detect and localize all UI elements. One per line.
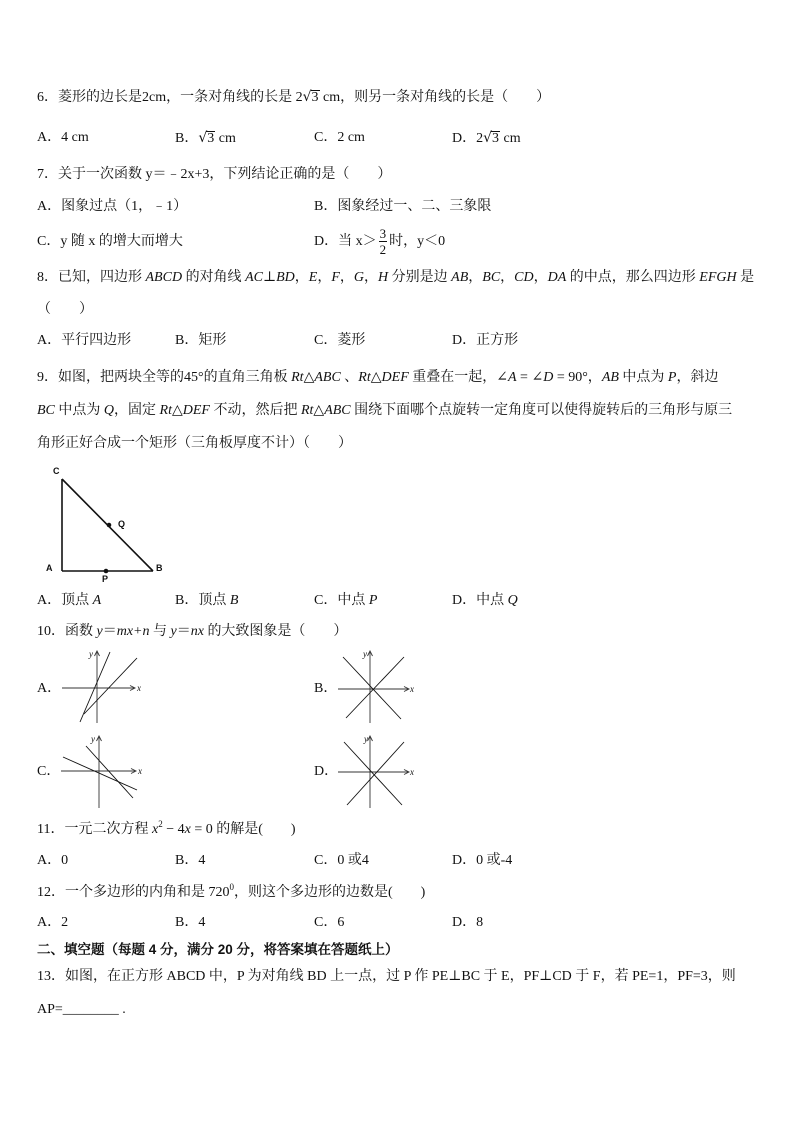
q11-option-b: [175, 851, 205, 871]
q13-answer-blank: ________: [62, 1002, 119, 1017]
math-italic: DA: [547, 270, 567, 285]
q11-stem: [37, 820, 296, 840]
text-run: C．菱形: [314, 333, 366, 348]
math-italic: EFGH: [699, 270, 737, 285]
math-italic: Q: [507, 593, 518, 608]
q6-option-a: [37, 128, 89, 148]
text-run: = ∠: [516, 370, 544, 385]
square-root: [303, 87, 320, 108]
text-run: ，: [294, 270, 309, 285]
math-italic: D: [543, 370, 554, 385]
text-run: 11．一元二次方程: [37, 822, 152, 837]
q7-option-d: [314, 226, 446, 258]
vertex-b-label: B: [156, 563, 163, 573]
math-italic: AC: [245, 270, 263, 285]
math-italic: ABC: [314, 370, 341, 385]
text-run: ，: [468, 270, 483, 285]
text-run: ＝: [176, 624, 191, 639]
q11-option-d: [452, 851, 512, 871]
text-run: A．平行四边形: [37, 333, 132, 348]
q8-stem-line-2: [37, 300, 93, 320]
text-run: − 4: [162, 822, 185, 837]
q9-option-b: [175, 591, 238, 611]
math-italic: P: [368, 593, 378, 608]
q9-option-a: [37, 591, 101, 611]
q9-triangle-figure: [40, 462, 170, 587]
math-italic: Q: [103, 403, 115, 418]
radicand: 3: [311, 90, 319, 105]
point-p-dot: [104, 569, 109, 574]
math-italic: B: [229, 593, 239, 608]
y-axis-label: y: [363, 649, 367, 659]
numerator: 3: [379, 226, 387, 242]
q9-option-c: [314, 591, 377, 611]
q13-answer-suffix: .: [118, 1002, 126, 1017]
text-run: D．正方形: [452, 333, 519, 348]
text-run: 时，y＜0: [389, 234, 446, 249]
y-axis-label: y: [364, 734, 368, 744]
q8-option-d: [452, 331, 518, 351]
q10-option-d-label: D．: [314, 764, 339, 779]
text-run: 10．函数: [37, 624, 97, 639]
text-run: 12．一个多边形的内角和是 720: [37, 885, 230, 900]
square-root: [483, 128, 500, 149]
vertex-c-label: C: [53, 466, 60, 476]
point-p-label: P: [102, 574, 109, 584]
text-run: 围绕下面哪个点旋转一定角度可以使得旋转后的三角形与原三: [350, 403, 733, 418]
text-run: A．2: [37, 915, 69, 930]
text-run: 与: [149, 624, 171, 639]
math-italic: AB: [451, 270, 469, 285]
y-axis-label: y: [91, 734, 95, 744]
text-run: ，: [364, 270, 379, 285]
text-run: D．8: [452, 915, 484, 930]
math-italic: DEF: [182, 403, 210, 418]
text-run: cm: [215, 131, 236, 146]
text-run: △: [313, 403, 325, 418]
q9-stem-line-2: [37, 401, 732, 421]
text-run: （ ）: [37, 302, 93, 317]
q10-option-b-graph: [334, 645, 424, 727]
q7-option-c: [37, 232, 183, 252]
q9-stem-line-1: [37, 368, 718, 388]
radical-sign: √: [483, 130, 493, 146]
text-run: 、: [340, 370, 359, 385]
math-italic: H: [378, 270, 389, 285]
math-italic: ABCD: [145, 270, 183, 285]
text-run: ，: [317, 270, 332, 285]
x-axis-label: x: [410, 684, 414, 694]
text-run: 中点为: [618, 370, 668, 385]
text-run: D．2: [452, 131, 484, 146]
math-italic: y: [170, 624, 177, 639]
superscript: 0: [229, 882, 234, 892]
x-axis-label: x: [410, 767, 414, 777]
q12-option-b: [175, 913, 205, 933]
q12-option-c: [314, 913, 344, 933]
text-run: C．0 或4: [314, 853, 369, 868]
text-run: B．4: [175, 915, 206, 930]
text-run: B．顶点: [175, 593, 230, 608]
q10-option-c-label: C．: [37, 764, 61, 779]
text-run: B．4: [175, 853, 206, 868]
q6-option-c: [314, 128, 365, 148]
radicand: 3: [207, 131, 215, 146]
q7-option-a: [37, 197, 187, 217]
q11-option-a: [37, 851, 68, 871]
graph-line-1: [344, 742, 402, 805]
text-run: ＝: [102, 624, 117, 639]
math-italic: E: [308, 270, 318, 285]
math-italic: BD: [276, 270, 295, 285]
text-run: B．矩形: [175, 333, 227, 348]
text-run: △: [303, 370, 315, 385]
math-italic: ABC: [324, 403, 351, 418]
text-run: ，斜边: [676, 370, 719, 385]
math-italic: A: [92, 593, 102, 608]
math-italic: y: [96, 624, 103, 639]
text-run: cm，则另一条对角线的长是（ ）: [319, 90, 551, 105]
text-run: 角形正好合成一个矩形（三角板厚度不计）（ ）: [37, 436, 352, 451]
text-run: 7．关于一次函数 y＝﹣2x+3，下列结论正确的是（ ）: [37, 167, 392, 182]
text-run: 的中点，那么四边形: [566, 270, 700, 285]
math-italic: mx+n: [116, 624, 150, 639]
q13-stem-line-1: 13．如图，在正方形 ABCD 中，P 为对角线 BD 上一点，过 P 作 PE⊥BC 于 E，PF⊥CD 于 F，若 PE=1，PF=3，则: [37, 969, 736, 984]
graph-line-2: [347, 742, 404, 805]
text-run: 分别是边: [388, 270, 452, 285]
text-run: 重叠在一起，∠: [408, 370, 508, 385]
math-italic: x: [151, 822, 159, 837]
q10-option-a-graph: [58, 645, 148, 727]
graph-line-2: [84, 658, 137, 714]
radical-sign: √: [302, 89, 312, 105]
math-italic: Rt: [358, 370, 371, 385]
q10-stem: [37, 622, 347, 642]
graph-line-2: [86, 746, 133, 798]
q6-option-b: [175, 128, 236, 148]
math-italic: Rt: [159, 403, 172, 418]
math-italic: P: [667, 370, 677, 385]
q6-stem: [37, 87, 550, 107]
text-run: D．当 x＞: [314, 234, 377, 249]
radicand: 3: [492, 131, 500, 146]
text-run: C．2 cm: [314, 130, 365, 145]
q7-stem: [37, 165, 391, 185]
q9-option-d: [452, 591, 518, 611]
y-axis-label: y: [89, 649, 93, 659]
text-run: 6．菱形的边长是2cm，一条对角线的长是 2: [37, 90, 303, 105]
text-run: 不动，然后把: [209, 403, 301, 418]
square-root: [198, 128, 215, 149]
text-run: B．: [175, 131, 199, 146]
q8-option-c: [314, 331, 365, 351]
superscript: 2: [158, 819, 163, 829]
text-run: C．中点: [314, 593, 369, 608]
math-italic: Rt: [300, 403, 314, 418]
vertex-a-label: A: [46, 563, 53, 573]
math-italic: F: [331, 270, 340, 285]
math-italic: nx: [190, 624, 204, 639]
q10-option-d-graph: [334, 730, 424, 812]
text-run: cm: [500, 131, 521, 146]
q12-stem: [37, 883, 425, 903]
q8-stem-line-1: [37, 268, 754, 288]
q12-option-d: [452, 913, 483, 933]
text-run: 是: [736, 270, 755, 285]
point-q-dot: [107, 523, 112, 528]
graph-line-1: [343, 657, 401, 719]
math-italic: A: [507, 370, 517, 385]
math-italic: x: [184, 822, 191, 837]
text-run: B．图象经过一、二、三象限: [314, 199, 492, 214]
q8-option-b: [175, 331, 226, 351]
text-run: 的对角线: [182, 270, 246, 285]
text-run: A．0: [37, 853, 69, 868]
text-run: ⊥: [262, 270, 277, 285]
q12-option-a: [37, 913, 68, 933]
text-run: = 0 的解是( ): [190, 822, 296, 837]
q10-option-b-label: B．: [314, 681, 338, 696]
q11-option-c: [314, 851, 369, 871]
x-axis-label: x: [138, 766, 142, 776]
q9-stem-line-3: [37, 434, 352, 454]
text-run: △: [171, 403, 183, 418]
text-run: 9．如图，把两块全等的45°的直角三角板: [37, 370, 292, 385]
text-run: 中点为: [54, 403, 104, 418]
text-run: ，: [339, 270, 354, 285]
point-q-label: Q: [118, 519, 126, 529]
text-run: ，固定: [114, 403, 160, 418]
text-run: 8．已知，四边形: [37, 270, 146, 285]
text-run: C．6: [314, 915, 345, 930]
q13-answer-prefix: AP=: [37, 1002, 63, 1017]
q8-option-a: [37, 331, 131, 351]
text-run: D．0 或-4: [452, 853, 513, 868]
math-italic: AB: [601, 370, 619, 385]
text-run: C．y 随 x 的增大而增大: [37, 234, 183, 249]
text-run: A．4 cm: [37, 130, 89, 145]
text-run: ，: [533, 270, 548, 285]
math-italic: BC: [482, 270, 501, 285]
math-italic: Rt: [291, 370, 304, 385]
graph-line-2: [346, 657, 404, 718]
math-italic: DEF: [381, 370, 409, 385]
q7-option-b: [314, 197, 491, 217]
math-italic: G: [353, 270, 365, 285]
text-run: △: [370, 370, 382, 385]
graph-line-1: [80, 652, 110, 722]
text-run: A．顶点: [37, 593, 93, 608]
text-run: D．中点: [452, 593, 508, 608]
q10-option-c-graph: [58, 730, 148, 812]
math-italic: BC: [37, 403, 55, 418]
text-run: A．图象过点（1，﹣1）: [37, 199, 188, 214]
x-axis-label: x: [137, 683, 141, 693]
math-italic: CD: [514, 270, 534, 285]
denominator: 2: [379, 242, 387, 258]
q10-option-a-label: A．: [37, 681, 62, 696]
section-heading-fill-in: 二、填空题（每题 4 分，满分 20 分，将答案填在答题纸上）: [37, 942, 399, 957]
text-run: ，则这个多边形的边数是( ): [234, 885, 426, 900]
text-run: 的大致图象是（ ）: [203, 624, 348, 639]
text-run: = 90°，: [553, 370, 602, 385]
fraction: [379, 226, 388, 257]
q13-answer-line: [37, 1000, 126, 1020]
text-run: ，: [500, 270, 515, 285]
radical-sign: √: [198, 130, 208, 146]
q6-option-d: [452, 128, 521, 148]
